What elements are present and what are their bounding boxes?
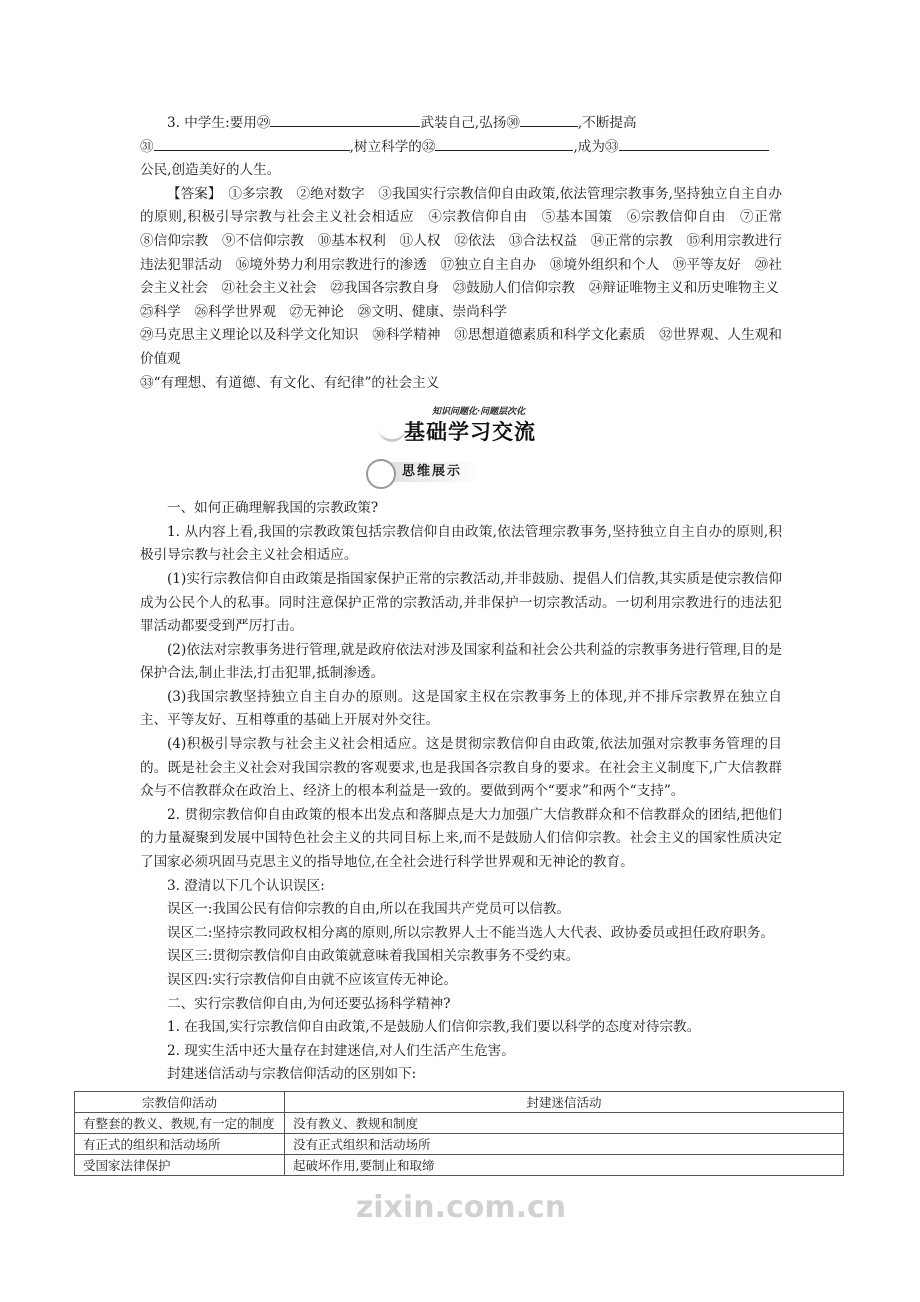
heading: 二、实行宗教信仰自由,为何还要弘扬科学精神? bbox=[167, 995, 451, 1012]
section-title: 基础学习交流 bbox=[404, 420, 536, 445]
subsection-badge bbox=[366, 459, 496, 485]
section-header bbox=[0, 395, 920, 497]
paragraph: 误区二:坚持宗教同政权相分离的原则,所以宗教界人士不能当选人大代表、政协委员或担任政府职务。 bbox=[167, 924, 775, 941]
question-3 bbox=[140, 112, 796, 395]
subsection-title: 思维展示 bbox=[402, 464, 463, 480]
paragraph: 2. 现实生活中还大量存在封建迷信,对人们生活产生危害。 bbox=[167, 1042, 515, 1059]
paragraph: (3)我国宗教坚持独立自主自办的原则。这是国家主权在宗教事务上的体现,并不排斥宗教界在独立自主、平等友好、互相尊重的基础上开展对外交往。 bbox=[140, 688, 782, 729]
paragraph: 误区三:贯彻宗教信仰自由政策就意味着我国相关宗教事务不受约束。 bbox=[167, 948, 580, 965]
blank-32[interactable] bbox=[435, 136, 573, 151]
question-3-tail: 公民,创造美好的人生。 bbox=[140, 162, 281, 179]
answer-text: ①多宗教 ②绝对数字 ③我国实行宗教信仰自由政策,依法管理宗教事务,坚持独立自主自办的原则,积极引导宗教与社会主义社会相适应 ④宗教信仰自由 ⑤基本国策 ⑥宗教信仰自由 ⑦正常 ⑧信仰宗教 ⑨不信仰宗教 ⑩基本权利 ⑪人权 ⑫依法 ⑬合法权益 ⑭正常的宗教 ⑮利用宗教进行违法犯罪活动 ⑯境外势力利用宗教进行的渗透 ⑰独立自主自办 ⑱境外组织和个人 ⑲平等友好 ⑳社会主义社会 ㉑社会主义社会 ㉒我国各宗教自身 ㉓鼓励人们信仰宗教 ㉔辩证唯物主义和历史唯物主义 bbox=[140, 185, 796, 297]
table-row bbox=[75, 1133, 844, 1154]
circled-number: ㉛ bbox=[140, 138, 154, 155]
table-cell: 有整套的教义、教规,有一定的制度 bbox=[75, 1112, 285, 1133]
swoosh-icon bbox=[378, 425, 406, 442]
table-row bbox=[75, 1112, 844, 1133]
table-cell: 受国家法律保护 bbox=[75, 1154, 285, 1175]
answer-text: ㉙马克思主义理论以及科学文化知识 ㉚科学精神 ㉛思想道德素质和科学文化素质 ㉜世界观、人生观和价值观 bbox=[140, 327, 782, 367]
circled-number: ㉚ bbox=[506, 115, 520, 131]
text: ,树立科学的 bbox=[349, 138, 422, 155]
question-3-line bbox=[140, 112, 782, 136]
watermark: zixin.com.cn bbox=[355, 1189, 567, 1225]
text: ,不断提高 bbox=[577, 115, 637, 131]
text: 武装自己,弘扬 bbox=[420, 115, 507, 131]
table-cell: 起破坏作用,要制止和取缔 bbox=[285, 1154, 844, 1175]
circled-number: ㉙ bbox=[256, 115, 271, 131]
blank-29[interactable] bbox=[270, 112, 420, 127]
heading: 一、如何正确理解我国的宗教政策? bbox=[167, 500, 379, 517]
answer-text: ㉕科学 ㉖科学世界观 ㉗无神论 ㉘文明、健康、崇尚科学 bbox=[140, 303, 508, 320]
text: ,成为 bbox=[573, 138, 605, 155]
table-cell: 有正式的组织和活动场所 bbox=[75, 1133, 285, 1154]
paragraph: 1. 在我国,实行宗教信仰自由政策,不是鼓励人们信仰宗教,我们要以科学的态度对待宗教。 bbox=[167, 1019, 701, 1036]
circle-icon bbox=[366, 459, 396, 489]
paragraph: 1. 从内容上看,我国的宗教政策包括宗教信仰自由政策,依法管理宗教事务,坚持独立自主自办的原则,积极引导宗教与社会主义社会相适应。 bbox=[140, 523, 782, 564]
paragraph: (1)实行宗教信仰自由政策是指国家保护正常的宗教活动,并非鼓励、提倡人们信教,其实质是使宗教信仰成为公民个人的私事。同时注意保护正常的宗教活动,并非保护一切宗教活动。一切利用宗教进行的违法犯罪活动都要受到严厉打击。 bbox=[140, 570, 782, 635]
paragraph: (4)积极引导宗教与社会主义社会相适应。这是贯彻宗教信仰自由政策,依法加强对宗教事务管理的目的。既是社会主义社会对我国宗教的客观要求,也是我国各宗教自身的要求。在社会主义制度下,广大信教群众与不信教群众在政治上、经济上的根本利益是一致的。要做到两个“要求”和两个“支持”。 bbox=[140, 736, 782, 800]
blank-30[interactable] bbox=[520, 112, 578, 127]
paragraph: (2)依法对宗教事务进行管理,就是政府依法对涉及国家利益和社会公共利益的宗教事务进行管理,目的是保护合法,制止非法,打击犯罪,抵制渗透。 bbox=[140, 641, 782, 682]
column-header: 封建迷信活动 bbox=[285, 1091, 844, 1112]
question-3-line bbox=[140, 136, 782, 160]
paragraph: 误区四:实行宗教信仰自由就不应该宣传无神论。 bbox=[167, 972, 458, 988]
blank-31[interactable] bbox=[154, 136, 350, 151]
paragraph: 封建迷信活动与宗教信仰活动的区别如下: bbox=[167, 1066, 417, 1083]
paragraph: 误区一:我国公民有信仰宗教的自由,所以在我国共产党员可以信教。 bbox=[167, 901, 571, 918]
body-text bbox=[140, 497, 782, 1087]
blank-33[interactable] bbox=[619, 136, 769, 151]
paragraph: 2. 贯彻宗教信仰自由政策的根本出发点和落脚点是大力加强广大信教群众和不信教群众的团结,把他们的力量凝聚到发展中国特色社会主义的共同目标上来,而不是鼓励人们信仰宗教。社会主义的国家性质决定了国家必须巩固马克思主义的指导地位,在全社会进行科学世界观和无神论的教育。 bbox=[140, 806, 782, 871]
answer-label: 【答案】 bbox=[167, 185, 215, 202]
table-cell: 没有正式组织和活动场所 bbox=[285, 1133, 844, 1154]
page-content bbox=[83, 112, 796, 1226]
section-kicker: 知识问题化·问题层次化 bbox=[432, 407, 526, 418]
table-row bbox=[75, 1154, 844, 1175]
circled-number: ㉜ bbox=[421, 138, 436, 155]
paragraph: 3. 澄清以下几个认识误区: bbox=[167, 877, 325, 894]
circled-number: ㉝ bbox=[605, 138, 619, 155]
answer-text: ㉝“有理想、有道德、有文化、有纪律”的社会主义 bbox=[140, 374, 440, 391]
comparison-table bbox=[74, 1091, 844, 1176]
table-cell: 没有教义、教规和制度 bbox=[285, 1112, 844, 1133]
column-header: 宗教信仰活动 bbox=[75, 1091, 285, 1112]
answer-block bbox=[140, 183, 796, 301]
table-header-row bbox=[75, 1091, 844, 1112]
text: 3. 中学生:要用 bbox=[167, 115, 257, 131]
